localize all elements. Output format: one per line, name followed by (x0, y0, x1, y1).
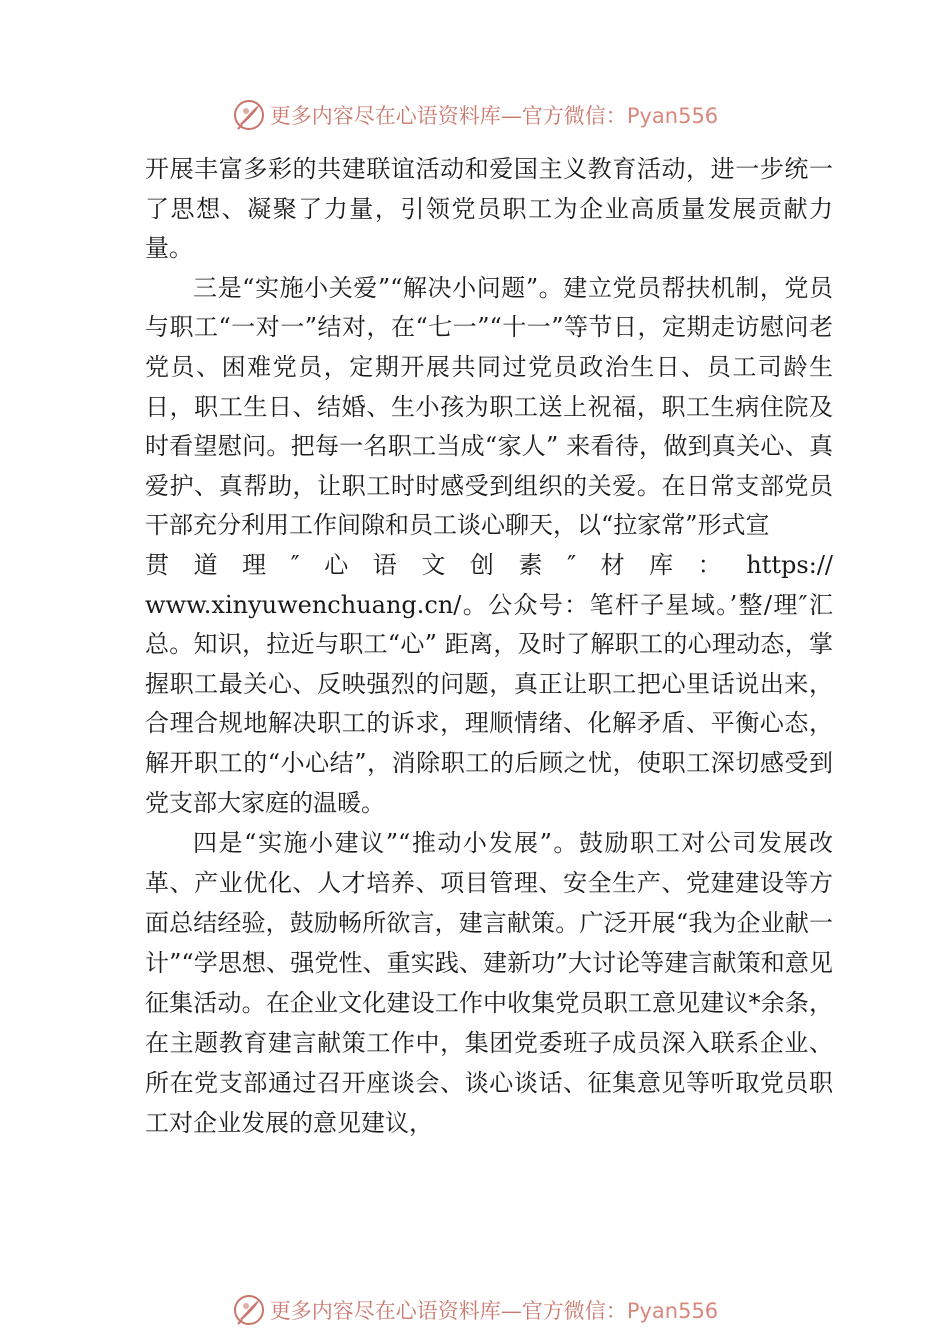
footer-banner-text (270, 1295, 718, 1325)
paragraph-2-spread-line: 贯道理″心语文创素″材库：https:// (145, 550, 833, 579)
footer-brand: 更多内容尽在心语资料库 (269, 1299, 501, 1323)
paragraph-2: 三是“实施小关爱”“解决小问题”。建立党员帮扶机制，党员与职工“一对一”结对，在“七一”“十一”等节日，定期走访慰问老党员、困难党员，定期开展共同过党员政治生日、员工司龄生日，职工生日、结婚、生小孩为职工送上祝福，职工生病住院及时看望慰问。把每一名职工当成“家人” 来看待，做到真关心、真爱护、真帮助，让职工时时感受到组织的关爱。在日常支部党员干部充分利用工作间隙和员工谈心聊天，以“拉家常”形式宣 (145, 273, 833, 540)
paragraph-2-continued: www.xinyuwenchuang.cn/。公众号：笔杆子星域。’整/理″汇总。知识，拉近与职工“心” 距离，及时了解职工的心理动态，掌握职工最关心、反映强烈的问题，真正让职工把心里话说出来，合理合规地解决职工的诉求，理顺情绪、化解矛盾、平衡心态，解开职工的“小心结”，消除职工的后顾之忧，使职工深切感受到党支部大家庭的温暖。 (145, 590, 833, 817)
header-banner-text (270, 100, 718, 130)
feather-seal-logo-icon (232, 1293, 266, 1327)
paragraph-3: 四是“实施小建议”“推动小发展”。鼓励职工对公司发展改革、产业优化、人才培养、项目管理、安全生产、党建建设等方面总结经验，鼓励畅所欲言，建言献策。广泛开展“我为企业献一计”“学思想、强党性、重实践、建新功”大讨论等建言献策和意见征集活动。在企业文化建设工作中收集党员职工意见建议*余条，在主题教育建言献策工作中，集团党委班子成员深入联系企业、所在党支部通过召开座谈会、谈心谈话、征集意见等听取党员职工对企业发展的意见建议， (145, 829, 833, 1138)
header-wechat-label: 官方微信： (521, 104, 627, 128)
header-brand: 更多内容尽在心语资料库 (269, 104, 501, 128)
footer-wechat-label: 官方微信： (521, 1299, 627, 1323)
footer-banner (0, 1290, 950, 1330)
header-separator: — (500, 104, 522, 128)
feather-seal-logo-icon (232, 98, 266, 132)
footer-wechat-id: Pyan556 (626, 1299, 719, 1323)
header-banner (0, 95, 950, 135)
footer-separator: — (500, 1299, 522, 1323)
document-body (145, 150, 833, 1143)
header-wechat-id: Pyan556 (626, 104, 719, 128)
paragraph-1: 开展丰富多彩的共建联谊活动和爱国主义教育活动，进一步统一了思想、凝聚了力量，引领党员职工为企业高质量发展贡献力量。 (145, 155, 833, 263)
